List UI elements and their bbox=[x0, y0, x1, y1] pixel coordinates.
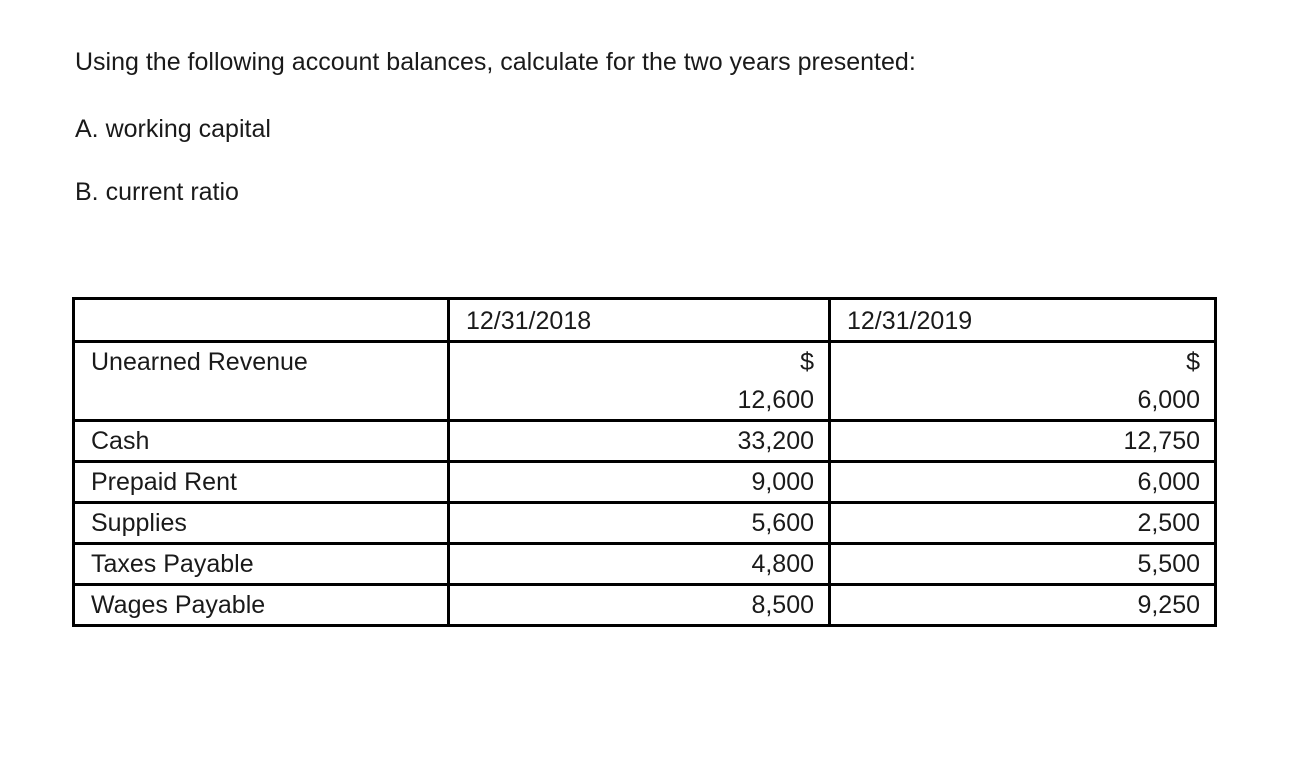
table-row bbox=[74, 342, 1216, 421]
table-row bbox=[74, 462, 1216, 503]
instruction-item-a: A. working capital bbox=[75, 115, 271, 143]
value-2019: 2,500 bbox=[830, 503, 1216, 544]
account-balances-table bbox=[72, 297, 1217, 627]
header-year-2018: 12/31/2018 bbox=[449, 299, 830, 342]
row-label: Taxes Payable bbox=[74, 544, 449, 585]
row-label: Prepaid Rent bbox=[74, 462, 449, 503]
row-label: Wages Payable bbox=[74, 585, 449, 626]
row-label: Supplies bbox=[74, 503, 449, 544]
amount: 12,600 bbox=[737, 386, 814, 414]
table-row bbox=[74, 421, 1216, 462]
table-header-row bbox=[74, 299, 1216, 342]
value-2019 bbox=[830, 342, 1216, 421]
currency-symbol: $ bbox=[1186, 348, 1200, 376]
value-2018 bbox=[449, 342, 830, 421]
value-2018: 4,800 bbox=[449, 544, 830, 585]
value-2018: 5,600 bbox=[449, 503, 830, 544]
table-row bbox=[74, 503, 1216, 544]
value-2018: 9,000 bbox=[449, 462, 830, 503]
value-2018: 33,200 bbox=[449, 421, 830, 462]
header-corner-cell bbox=[74, 299, 449, 342]
value-2018: 8,500 bbox=[449, 585, 830, 626]
header-year-2019: 12/31/2019 bbox=[830, 299, 1216, 342]
instruction-item-b: B. current ratio bbox=[75, 178, 239, 206]
instructions-intro: Using the following account balances, calculate for the two years presented: bbox=[75, 48, 916, 76]
value-2019: 6,000 bbox=[830, 462, 1216, 503]
table-row bbox=[74, 585, 1216, 626]
row-label: Unearned Revenue bbox=[74, 342, 449, 421]
value-2019: 12,750 bbox=[830, 421, 1216, 462]
amount: 6,000 bbox=[1137, 386, 1200, 414]
currency-symbol: $ bbox=[800, 348, 814, 376]
row-label: Cash bbox=[74, 421, 449, 462]
table-row bbox=[74, 544, 1216, 585]
value-2019: 5,500 bbox=[830, 544, 1216, 585]
value-2019: 9,250 bbox=[830, 585, 1216, 626]
